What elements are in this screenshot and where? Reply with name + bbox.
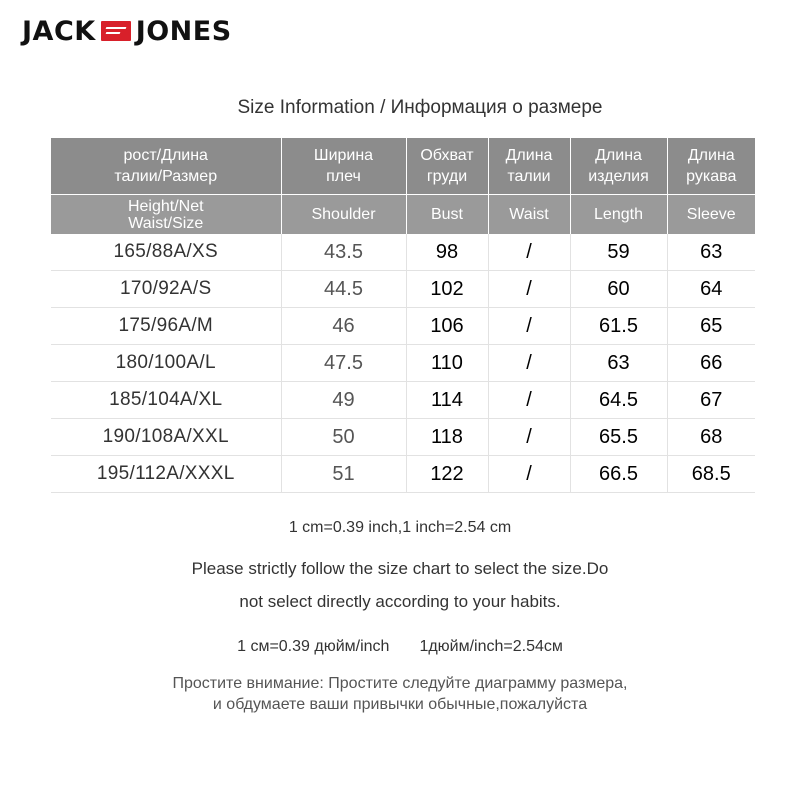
table-row (51, 345, 755, 382)
cell-shoulder: 49 (281, 382, 406, 419)
cell-size: 195/112A/XXXL (51, 456, 281, 493)
brand-left: JACK (22, 15, 96, 47)
cell-length: 59 (570, 234, 667, 271)
cell-size: 175/96A/M (51, 308, 281, 345)
cell-waist: / (488, 419, 570, 456)
cell-waist: / (488, 271, 570, 308)
table-row (51, 271, 755, 308)
header-ru-bust: Обхват груди (406, 138, 488, 195)
header-en-shoulder: Shoulder (281, 195, 406, 235)
cell-sleeve: 65 (667, 308, 755, 345)
header-row-en (51, 195, 755, 235)
cell-bust: 102 (406, 271, 488, 308)
cell-size: 185/104A/XL (51, 382, 281, 419)
cell-sleeve: 68.5 (667, 456, 755, 493)
cell-length: 65.5 (570, 419, 667, 456)
cell-bust: 122 (406, 456, 488, 493)
cell-shoulder: 47.5 (281, 345, 406, 382)
cell-shoulder: 43.5 (281, 234, 406, 271)
cell-sleeve: 64 (667, 271, 755, 308)
header-en-size: Height/Net Waist/Size (51, 195, 281, 235)
cell-size: 165/88A/XS (51, 234, 281, 271)
header-ru-shoulder: Ширина плеч (281, 138, 406, 195)
table-row (51, 456, 755, 493)
brand-right: JONES (135, 15, 232, 47)
brand-flag-icon (101, 21, 131, 41)
cell-waist: / (488, 456, 570, 493)
follow-chart-note-line2: not select directly according to your habits. (239, 592, 561, 611)
header-en-sleeve: Sleeve (667, 195, 755, 235)
cell-bust: 114 (406, 382, 488, 419)
table-row (51, 382, 755, 419)
cell-size: 170/92A/S (51, 271, 281, 308)
cell-bust: 110 (406, 345, 488, 382)
brand-logo (22, 16, 232, 46)
header-en-length: Length (570, 195, 667, 235)
ru-note-line2: и обдумаете ваши привычки обычные,пожалуйста (212, 696, 588, 713)
cell-length: 64.5 (570, 382, 667, 419)
header-ru-length: Длина изделия (570, 138, 667, 195)
cell-size: 190/108A/XXL (51, 419, 281, 456)
cell-shoulder: 51 (281, 456, 406, 493)
conversion-ru-a: 1 см=0.39 дюйм/inch (237, 638, 390, 655)
cell-shoulder: 50 (281, 419, 406, 456)
table-row (51, 419, 755, 456)
conversion-note-ru (0, 638, 800, 656)
cell-sleeve: 66 (667, 345, 755, 382)
table-row (51, 234, 755, 271)
header-ru-sleeve: Длина рукава (667, 138, 755, 195)
header-row-ru (51, 138, 755, 195)
cell-sleeve: 63 (667, 234, 755, 271)
cell-waist: / (488, 345, 570, 382)
cell-length: 66.5 (570, 456, 667, 493)
cell-waist: / (488, 308, 570, 345)
conversion-note: 1 cm=0.39 inch,1 inch=2.54 cm (288, 519, 512, 536)
cell-bust: 118 (406, 419, 488, 456)
table-row (51, 308, 755, 345)
cell-bust: 98 (406, 234, 488, 271)
cell-shoulder: 46 (281, 308, 406, 345)
header-en-waist: Waist (488, 195, 570, 235)
header-ru-size: рост/Длина талии/Размер (51, 138, 281, 195)
cell-sleeve: 67 (667, 382, 755, 419)
cell-length: 63 (570, 345, 667, 382)
ru-note-line1: Простите внимание: Простите следуйте диаграмму размера, (172, 675, 628, 692)
cell-length: 61.5 (570, 308, 667, 345)
header-ru-waist: Длина талии (488, 138, 570, 195)
cell-length: 60 (570, 271, 667, 308)
cell-bust: 106 (406, 308, 488, 345)
cell-waist: / (488, 382, 570, 419)
cell-shoulder: 44.5 (281, 271, 406, 308)
header-en-bust: Bust (406, 195, 488, 235)
size-table (51, 138, 755, 493)
follow-chart-note-line1: Please strictly follow the size chart to select the size.Do (191, 559, 609, 578)
cell-size: 180/100A/L (51, 345, 281, 382)
conversion-ru-b: 1дюйм/inch=2.54см (419, 638, 563, 655)
cell-sleeve: 68 (667, 419, 755, 456)
cell-waist: / (488, 234, 570, 271)
page-title: Size Information / Информация о размере (237, 97, 603, 118)
